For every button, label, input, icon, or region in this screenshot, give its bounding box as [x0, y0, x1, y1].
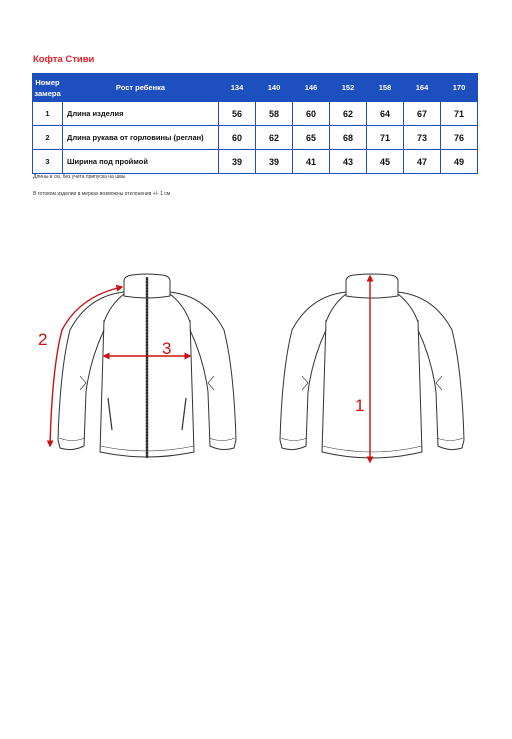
row-number: 3 [33, 150, 63, 174]
header-size-158: 158 [367, 74, 404, 102]
cell-value: 41 [293, 150, 330, 174]
label-measure-3: 3 [162, 339, 172, 358]
header-size-164: 164 [404, 74, 441, 102]
header-measure-number: Номер замера [33, 74, 63, 102]
cell-value: 56 [219, 102, 256, 126]
header-size-140: 140 [256, 74, 293, 102]
note-units: Длины в см, без учета припуска на швы [33, 174, 126, 180]
header-size-152: 152 [330, 74, 367, 102]
header-child-height: Рост ребенка [63, 74, 219, 102]
row-number: 1 [33, 102, 63, 126]
cell-value: 43 [330, 150, 367, 174]
cell-value: 39 [219, 150, 256, 174]
cell-value: 67 [404, 102, 441, 126]
cell-value: 62 [256, 126, 293, 150]
header-size-134: 134 [219, 74, 256, 102]
cell-value: 39 [256, 150, 293, 174]
cell-value: 62 [330, 102, 367, 126]
label-measure-1: 1 [355, 396, 365, 415]
document-title: Кофта Стиви [33, 54, 95, 65]
cell-value: 68 [330, 126, 367, 150]
cell-value: 49 [441, 150, 478, 174]
note-tolerance: В готовом изделии в мерках возможны отклонения +/- 1 см [33, 191, 171, 197]
cell-value: 45 [367, 150, 404, 174]
cell-value: 60 [219, 126, 256, 150]
cell-value: 47 [404, 150, 441, 174]
cell-value: 58 [256, 102, 293, 126]
row-name: Длина изделия [63, 102, 219, 126]
cell-value: 71 [441, 102, 478, 126]
row-name: Длина рукава от горловины (реглан) [63, 126, 219, 150]
jacket-back [280, 274, 464, 458]
cell-value: 73 [404, 126, 441, 150]
label-measure-2: 2 [38, 330, 48, 349]
row-name: Ширина под проймой [63, 150, 219, 174]
cell-value: 65 [293, 126, 330, 150]
header-size-146: 146 [293, 74, 330, 102]
cell-value: 64 [367, 102, 404, 126]
cell-value: 71 [367, 126, 404, 150]
row-number: 2 [33, 126, 63, 150]
cell-value: 76 [441, 126, 478, 150]
cell-value: 60 [293, 102, 330, 126]
header-size-170: 170 [441, 74, 478, 102]
